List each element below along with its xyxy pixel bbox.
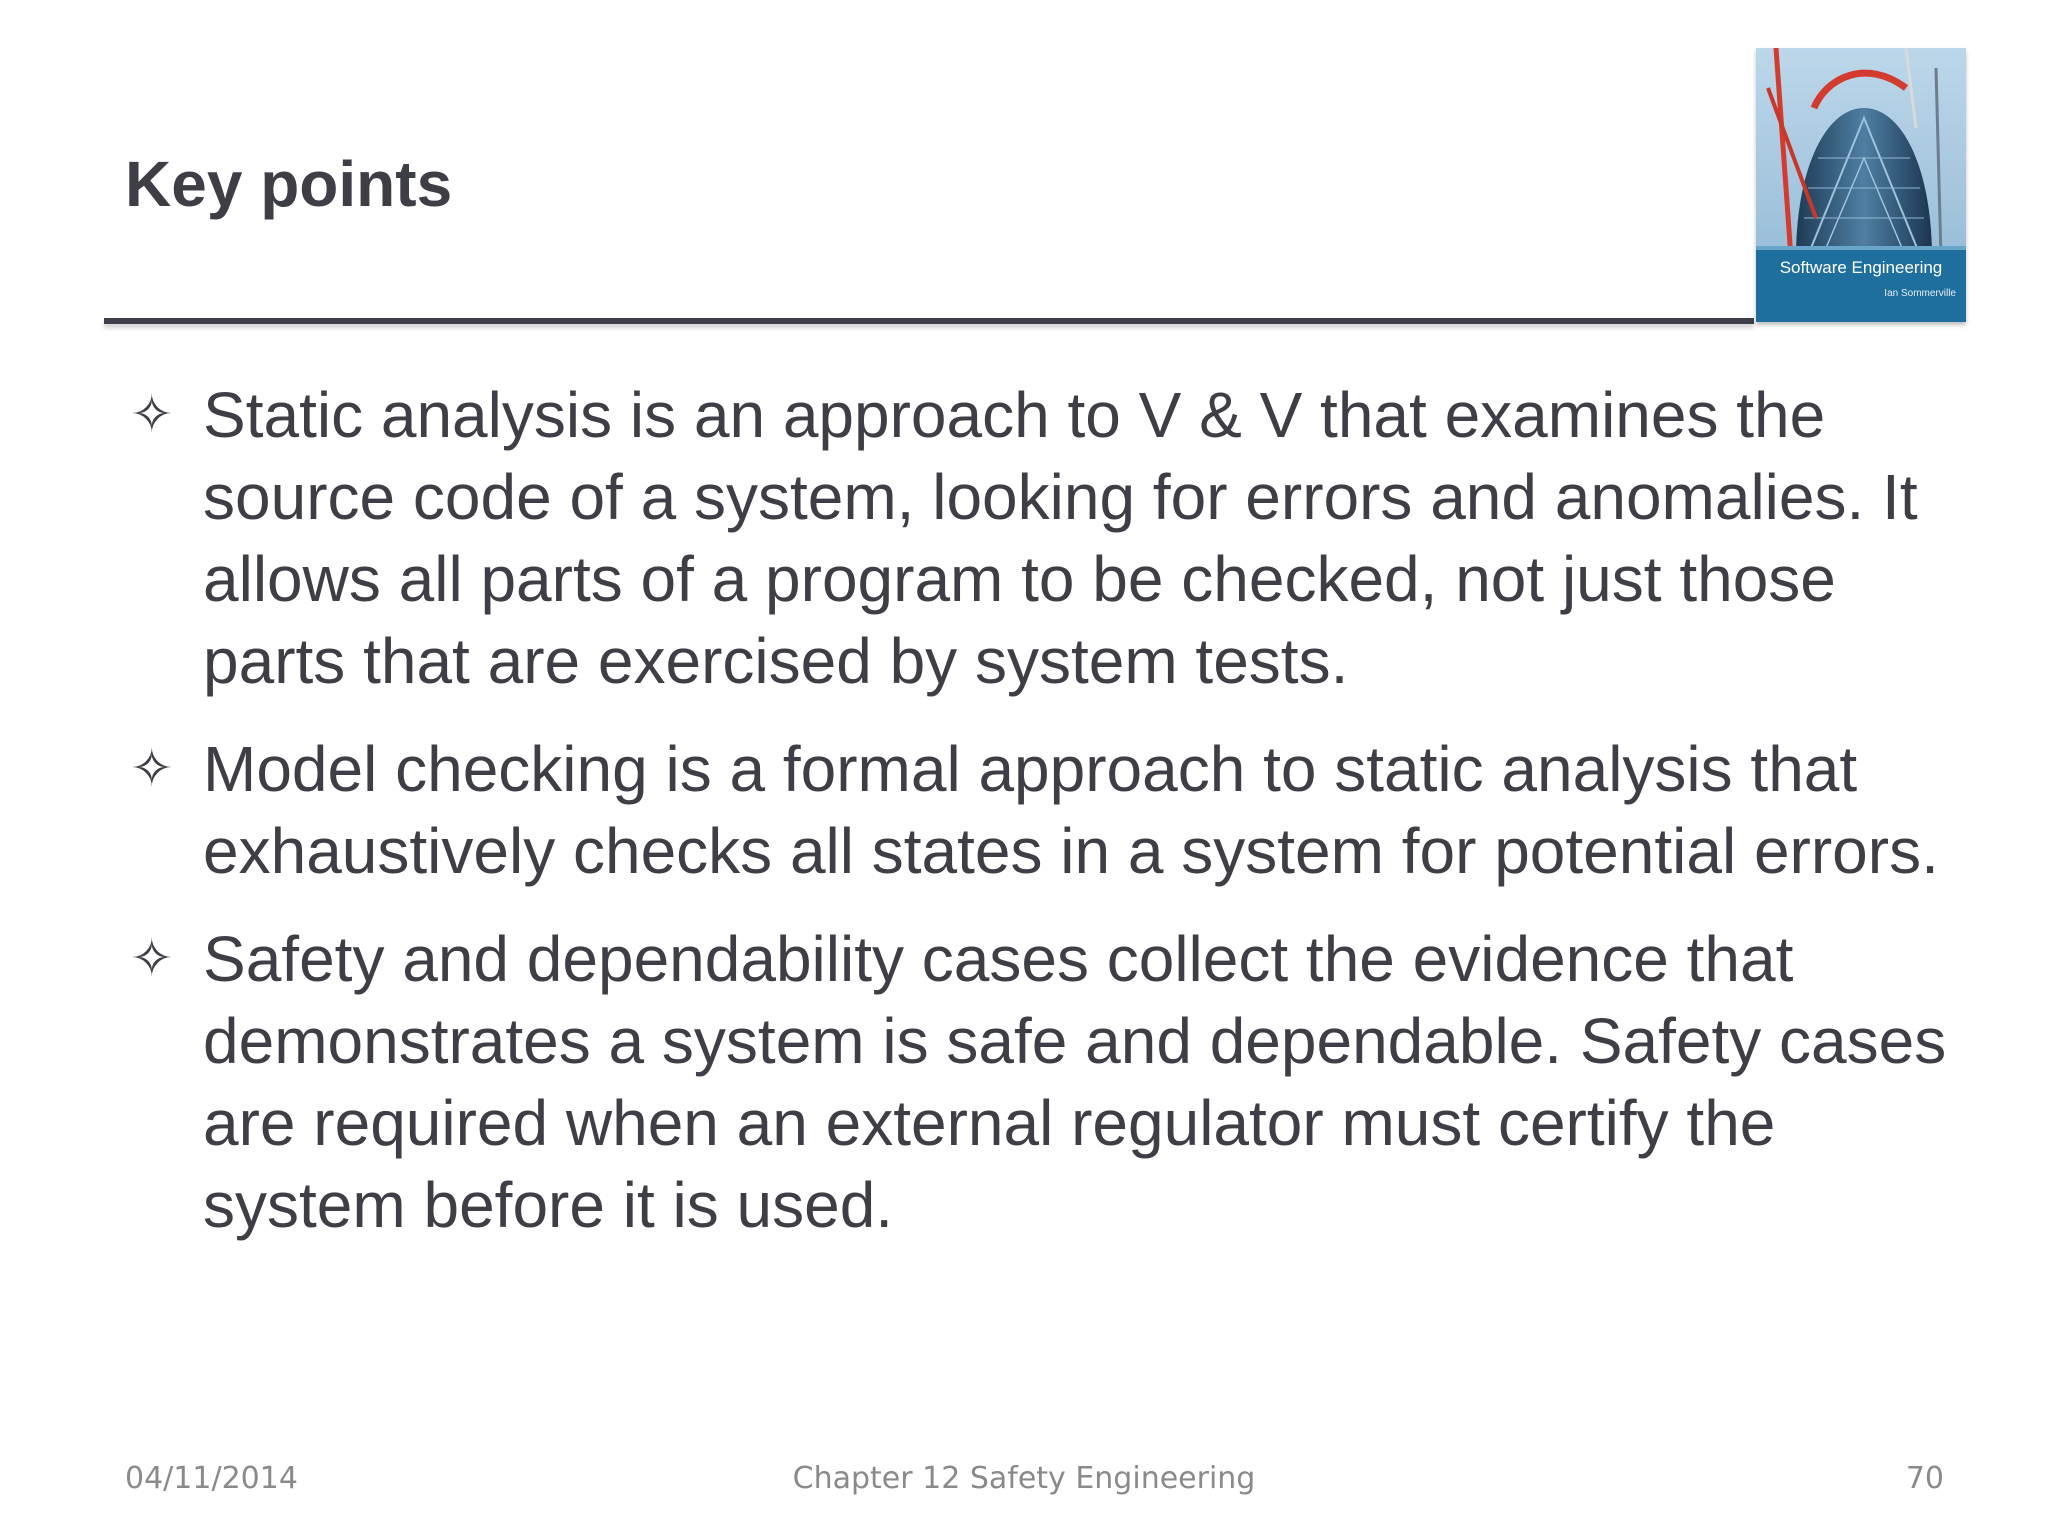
bullet-item: [128, 374, 1958, 702]
footer-date: 04/11/2014: [125, 1461, 298, 1496]
bullet-list: [128, 374, 1958, 1272]
bullet-item: [128, 918, 1958, 1246]
bullet-text: Safety and dependability cases collect the evidence that demonstrates a system is safe and dependable. Safety cases are required when an external regulator must certify the system before it is used.: [203, 923, 1947, 1241]
slide-title: Key points: [125, 148, 453, 220]
page-number: 70: [1905, 1461, 1944, 1496]
star-bullet-icon: ✧: [130, 385, 174, 445]
title-divider: [104, 318, 1754, 324]
bullet-item: [128, 728, 1958, 892]
footer-chapter: Chapter 12 Safety Engineering: [792, 1461, 1256, 1496]
cover-author: Ian Sommerville: [1884, 288, 1956, 299]
book-cover-image: [1756, 48, 1966, 322]
star-bullet-icon: ✧: [130, 739, 174, 799]
cover-title: Software Engineering: [1779, 258, 1943, 277]
bullet-text: Static analysis is an approach to V & V that examines the source code of a system, looking for errors and anomalies. It allows all parts of a program to be checked, not just those parts that are exercised by system tests.: [203, 379, 1918, 697]
bullet-text: Model checking is a formal approach to static analysis that exhaustively checks all states in a system for potential errors.: [203, 733, 1939, 887]
star-bullet-icon: ✧: [130, 929, 174, 989]
gherkin-building-illustration: [1756, 48, 1966, 322]
